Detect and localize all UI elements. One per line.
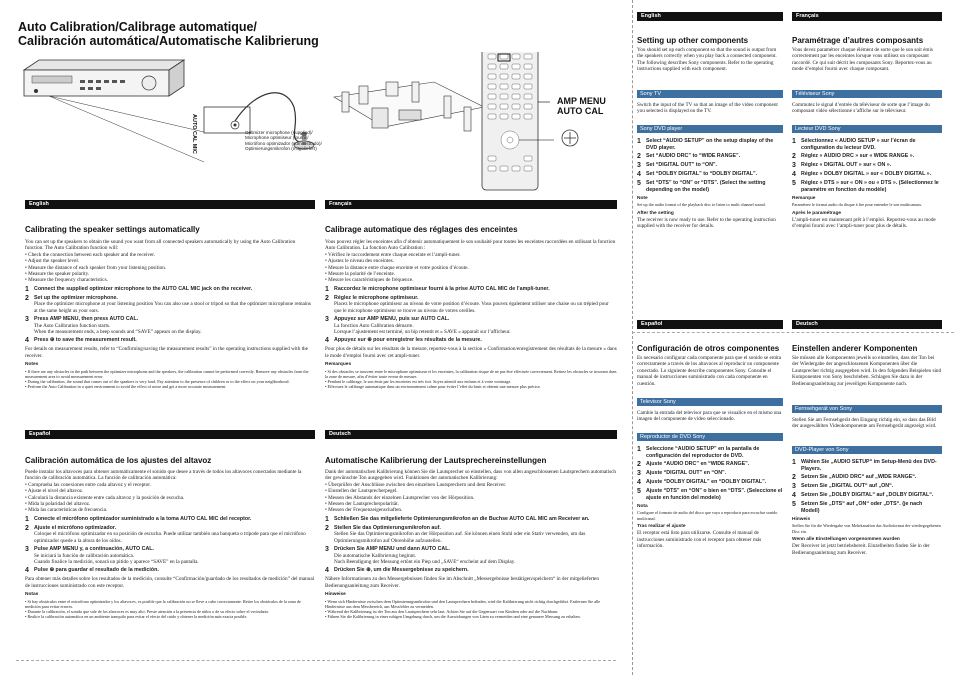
- step-1: 1 Sélectionnez « AUDIO SETUP » sur l’écran de configuration du lecteur DVD.: [792, 138, 916, 151]
- after-text: L’ampli-tuner est maintenant prêt à l’emploi. Reportez-vous au mode d’emploi fourni avec l’ampli-tuner pour plus de détails.: [792, 217, 936, 230]
- step-2: 2 Réglez le microphone optimiseur. Placez le microphone optimiseur au niveau de votre position d’écoute. Vous pouvez également utiliser une chaise ou un trépied pour que le microphone optimiseur se trouve au niveau de votres oreilles.: [325, 294, 609, 314]
- intro-text: You should set up each component so that the sound is output from the speakers correctly when you play back a connected component. The following describes Sony components. Refer to the operating instructions supplied with each component.: [637, 47, 777, 73]
- section-bar-french-other: Français: [792, 12, 942, 21]
- heading-german: Automatische Kalibrierung der Lautsprechereinstellungen: [325, 456, 547, 465]
- step-2: 2 Ajuste “AUDIO DRC” en “WIDE RANGE”.: [637, 461, 750, 468]
- step-3: 3 Drücken Sie AMP MENU und dann AUTO CAL. Die automatische Kalibrierung beginnt. Nach Beendigung der Messung ertönt ein Piep und „SAVE“ erscheint auf dem Display.: [325, 546, 516, 566]
- notes-text: • If there are any obstacles in the path between the optimizer microphone and the speakers, the calibration cannot be performed correctly. Remove any obstacles from the measurement area to avoid measurement error. • During the calibration, the sound that comes out of the speakers is very loud. Pay attention to the presence of children or to the effect on your neighborhood. • Perform the Auto Calibration in a quiet environment to avoid the effect of noise and get a more accurate measurement.: [25, 368, 309, 390]
- step-3: 3 Setzen Sie „DIGITAL OUT“ auf „ON“.: [792, 483, 894, 490]
- after-heading: Après le paramétrage: [792, 210, 842, 216]
- step-1: 1 Wählen Sie „AUDIO SETUP“ im Setup-Menü des DVD-Players.: [792, 459, 937, 472]
- notes-heading: Remarques: [325, 362, 352, 368]
- after-heading: Tras realizar el ajuste: [637, 523, 686, 529]
- intro-text: Vous devez paramétrer chaque élément de sorte que le son soit émis correctement par les enceintes lorsque vous utilisez un composant raccordé. Ce qui suit décrit les composants Sony. Reportez-vous au mode d’emploi fourni avec chaque composant.: [792, 47, 933, 73]
- step-1: 1 Seleccione “AUDIO SETUP” en la pantalla de configuración del reproductor de DVD.: [637, 446, 760, 459]
- step-2: 2 Stellen Sie das Optimierungsmikrofon auf. Stellen Sie das Optimierungsmikrofon an der Hörposition auf. Sie können einen Stuhl oder ein Stativ verwenden, um das Optimierungsmikrofon auf Ohrenhöhe aufzustellen.: [325, 524, 586, 544]
- notes-text: • Si des obstacles se trouvent entre le microphone optimiseur et les enceintes, la calibration risque de ne pas être effectuée correctement. Retirez les obstacles se trouvant dans la zone de mesure, afin d’éviter toute erreur de mesure. • Pendant le calibrage, le son émis par les enceintes est très fort. Soyez attentif aux enfants et à votre voisinage. • Effectuez le calibrage automatique dans un environnement calme pour éviter l’effet du bruit et obtenir une mesure plus précise.: [325, 368, 617, 390]
- note-text: Stellen Sie für die Wiedergabe von Mehrkanalton das Audioformat der wiedergegebenen Disc ein.: [792, 523, 941, 534]
- setup-illustration: [14, 52, 614, 192]
- step-4: 4 Réglez « DOLBY DIGITAL » sur « DOLBY DIGITAL ».: [792, 171, 932, 178]
- heading-french: Calibrage automatique des réglages des enceintes: [325, 225, 518, 234]
- step-4: 4 Appuyez sur ⊕ pour enregistrer les résultats de la mesure.: [325, 337, 482, 345]
- outro-text: Pour plus de détails sur les résultats de la mesure, reportez-vous à la section « Confirmation/enregistrement des résultats de la mesure » dans le mode d’emploi fourni avec cet ampli-tuner.: [325, 346, 617, 359]
- step-1: 1 Connect the supplied optimizer microphone to the AUTO CAL MIC jack on the receiver.: [25, 285, 253, 293]
- step-3: 3 Press AMP MENU, then press AUTO CAL. The Auto Calibration function starts. When the measurement ends, a beep sounds and “SAVE” appears on the display.: [25, 316, 202, 336]
- jack-label: AUTO CAL MIC: [191, 114, 197, 154]
- feature-list: • Comprueba las conexiones entre cada altavoz y el receptor. • Ajuste el nivel del altavoz. • Calculará la distancia existente entre cada altavoz y la posición de escucha. • Mida la polaridad del altavoz. • Mida las características de frecuencia.: [25, 481, 185, 514]
- section-bar-spanish-other: Español: [637, 320, 783, 329]
- step-3: 3 Pulse AMP MENU y, a continuación, AUTO CAL. Se iniciará la función de calibración automática. Cuando finalice la medición, sonará un pitido y aparece “SAVE” en la pantalla.: [25, 546, 199, 566]
- enter-button-icon: [562, 130, 578, 146]
- remote-labels: AMP MENU AUTO CAL: [557, 96, 606, 116]
- note-text: Set up the audio format of the playback disc to listen to multi channel sound.: [637, 202, 766, 208]
- step-4: 4 Set “DOLBY DIGITAL” to “DOLBY DIGITAL”.: [637, 171, 758, 178]
- tv-bar-german: Fernsehgerät von Sony: [792, 405, 942, 413]
- heading-other-french: Paramétrage d’autres composants: [792, 36, 924, 45]
- intro-text: Sie müssen alle Komponenten jeweils so einstellen, dass der Ton bei der Wiedergabe der angeschlossenen Komponenten über die Lautsprecher richtig ausgegeben wird. In den folgenden Beispielen sind Komponenten von Sony beschrieben. Schlagen Sie dazu in der Bedienungsanleitung zur jeweiligen Komponente nach.: [792, 355, 942, 387]
- notes-text: • Si hay obstáculos entre el micrófono optimizador y los altavoces, es posible que la calibración no se lleve a cabo correctamente. Retire los obstáculos de la zona de medición para evitar errores. • Durante la calibración, el sonido que sale de los altavoces es muy alto. Preste atención a la presencia de niños o de su efecto sobre el vecindario. • Realice la calibración automática en un ambiente tranquilo para evitar el efecto del ruido y obtener la medición más exacta posible.: [25, 598, 301, 620]
- dvd-bar-english: Sony DVD player: [637, 125, 783, 133]
- notes-heading: Hinweise: [325, 592, 346, 598]
- step-5: 5 Set “DTS” to “ON” or “DTS”. (Select the setting depending on the model): [637, 180, 766, 193]
- step-1: 1 Schließen Sie das mitgelieferte Optimierungsmikrofon an die Buchse AUTO CAL MIC am Receiver an.: [325, 515, 590, 523]
- heading-other-english: Setting up other components: [637, 36, 749, 45]
- section-bar-english: English: [25, 200, 315, 209]
- dvd-bar-spanish: Reproductor de DVD Sony: [637, 433, 783, 441]
- note-heading: Note: [637, 196, 648, 201]
- tv-text: Stellen Sie am Fernsehgerät den Eingang richtig ein, so dass das Bild der ausgewählten Videokomponente am Fernsehgerät angezeigt wird.: [792, 417, 937, 430]
- step-3: 3 Set “DIGITAL OUT” to “ON”.: [637, 162, 718, 169]
- tv-bar-spanish: Televisor Sony: [637, 398, 783, 406]
- step-2: 2 Set up the optimizer microphone. Place the optimizer microphone at your listening position You can also use a stool or tripod so that the optimizer microphone remains at the same height as your ears.: [25, 294, 311, 314]
- step-3: 3 Réglez « DIGITAL OUT » sur « ON ».: [792, 162, 892, 169]
- step-5: 5 Setzen Sie „DTS“ auf „ON“ oder „DTS“. (je nach Modell): [792, 501, 923, 514]
- step-4: 4 Drücken Sie ⊕, um die Messergebnisse zu speichern.: [325, 567, 469, 575]
- after-text: El receptor está listo para utilizarse. Consulte el manual de instrucciones suministrado con el receptor para obtener más información.: [637, 530, 762, 550]
- section-french: [325, 239, 617, 419]
- fold-line: [632, 0, 633, 675]
- notes-text: • Wenn sich Hindernisse zwischen dem Optimierungsmikrofon und den Lautsprechern befinden, wird die Kalibrierung nicht richtig durchgeführt. Entfernen Sie alle Hindernisse aus dem Messbereich, um Messfehler zu vermeiden. • Während der Kalibrierung ist der Ton aus den Lautsprechern sehr laut. Achten Sie auf die Gegenwart von Kindern oder auf die Nachbarn. • Führen Sie die Kalibrierung in einer ruhigen Umgebung durch, um die Auswirkungen von Lärm zu vermeiden und eine genauere Messung zu erhalten.: [325, 598, 601, 620]
- section-bar-english-other: English: [637, 12, 783, 21]
- feature-list: • Überprüfen der Anschlüsse zwischen den einzelnen Lautsprechern und dem Receiver. • Einstellen der Lautsprecherpegel. • Messen des Abstands der einzelnen Lautsprecher von der Hörposition. • Messen der Lautsprecherpolarität. • Messen der Frequenzeigenschaften.: [325, 481, 507, 514]
- section-bar-spanish: Español: [25, 430, 315, 439]
- note-heading: Remarque: [792, 196, 816, 201]
- step-4: 4 Press ⊕ to save the measurement result.: [25, 337, 137, 345]
- after-text: The receiver is now ready to use. Refer to the operating instruction supplied with the receiver for details.: [637, 217, 776, 230]
- section-bar-french: Français: [325, 200, 617, 209]
- after-text: Der Receiver ist jetzt betriebsbereit. Einzelheiten finden Sie in der Bedienungsanleitung zum Receiver.: [792, 543, 930, 556]
- heading-other-spanish: Configuración de otros componentes: [637, 344, 780, 353]
- section-english: [25, 239, 315, 419]
- intro-text: Dank der automatischen Kalibrierung können Sie die Lautsprecher so einstellen, dass von allen angeschlossenen Lautsprechern automatisch der gewünschte Ton ausgegeben wird. Funktionen der automatischen Kalibrierung:: [325, 469, 616, 482]
- tv-bar-french: Téléviseur Sony: [792, 90, 942, 98]
- notes-heading: Notas: [25, 592, 39, 598]
- intro-text: Es necesario configurar cada componente para que el sonido se emita correctamente a través de los altavoces al reproducir un componente conectado. Lo siguiente describe componentes Sony. Consulte el manual de instrucciones suministrado con cada componente en cuestión.: [637, 355, 782, 387]
- intro-text: Puede instalar los altavoces para obtener automáticamente el sonido que desee a través de todos los altavoces conectados mediante la función de calibración automática. La función de calibración automática:: [25, 469, 302, 482]
- step-4: 4 Setzen Sie „DOLBY DIGITAL“ auf „DOLBY DIGITAL“.: [792, 492, 934, 499]
- step-4: 4 Ajuste “DOLBY DIGITAL” en “DOLBY DIGITAL”.: [637, 479, 767, 486]
- fold-line: [632, 332, 954, 333]
- step-2: 2 Ajuste el micrófono optimizador. Coloque el micrófono optimizador en su posición de escucha. Puede utilizar también una banqueta o trípode para que el micrófono optimizador quede a la altura de los oídos.: [25, 524, 306, 544]
- dvd-bar-german: DVD-Player von Sony: [792, 446, 942, 454]
- tv-text: Commutez le signal d’entrée du téléviseur de sorte que l’image du composant vidéo sélectionné s’affiche sur le téléviseur.: [792, 102, 930, 115]
- step-2: 2 Réglez « AUDIO DRC » sur « WIDE RANGE ».: [792, 153, 915, 160]
- intro-text: You can set up the speakers to obtain the sound you want from all connected speakers automatically by using the Auto Calibration function. The Auto Calibration function will:: [25, 239, 296, 252]
- section-bar-german: Deutsch: [325, 430, 617, 439]
- intro-text: Vous pouvez régler les enceintes afin d’obtenir automatiquement le son souhaité pour toutes les enceintes raccordées en utilisant la fonction Auto Calibration. La fonction Auto Calibration :: [325, 239, 616, 252]
- dvd-bar-french: Lecteur DVD Sony: [792, 125, 942, 133]
- step-3: 3 Ajuste “DIGITAL OUT” en “ON”.: [637, 470, 727, 477]
- step-3: 3 Appuyez sur AMP MENU, puis sur AUTO CAL. La fonction Auto Calibration démarre. Lorsque l’ajustement est terminé, un bip retentit et « SAVE » apparaît sur l’afficheur.: [325, 316, 511, 336]
- after-heading: After the setting: [637, 210, 674, 216]
- step-2: 2 Set “AUDIO DRC” to “WIDE RANGE”.: [637, 153, 741, 160]
- fold-line: [16, 660, 616, 661]
- notes-heading: Notes: [25, 362, 39, 368]
- section-spanish: [25, 469, 315, 657]
- steps-other-french: [792, 136, 942, 276]
- section-bar-german-other: Deutsch: [792, 320, 942, 329]
- microphone-caption: Optimizer microphone (supplied)/ Microphone optimiseur (fourni)/ Micrófono optimizador (suministrado)/ Optimierungsmikrofon (mitgeliefert): [245, 130, 322, 152]
- step-1: 1 Conecte el micrófono optimizador suministrado a la toma AUTO CAL MIC del receptor.: [25, 515, 252, 523]
- after-heading: Wenn alle Einstellungen vorgenommen wurden: [792, 536, 900, 542]
- outro-text: Para obtener más detalles sobre los resultados de la medición, consulte “Confirmación/guardado de los resultados de medición” del manual de instrucciones suministrado con este receptor.: [25, 576, 315, 589]
- step-4: 4 Pulse ⊕ para guardar el resultado de la medición.: [25, 567, 159, 575]
- note-heading: Hinweis: [792, 517, 811, 522]
- heading-spanish: Calibración automática de los ajustes del altavoz: [25, 456, 212, 465]
- heading-other-german: Einstellen anderer Komponenten: [792, 344, 918, 353]
- tv-bar-english: Sony TV: [637, 90, 783, 98]
- feature-list: • Check the connection between each speaker and the receiver. • Adjust the speaker level. • Measure the distance of each speaker from your listening position. • Measure the speaker polarity. • Measure the frequency characteristics.: [25, 251, 167, 284]
- step-1: 1 Raccordez le microphone optimiseur fourni à la prise AUTO CAL MIC de l’ampli-tuner.: [325, 285, 550, 293]
- feature-list: • Vérifiez le raccordement entre chaque enceinte et l’ampli-tuner. • Ajustez le niveau des enceintes. • Mesure la distance entre chaque enceinte et votre position d’écoute. • Mesure la polarité de l’enceinte. • Mesure les caractéristiques de fréquence.: [325, 251, 469, 284]
- outro-text: Nähere Informationen zu den Messergebnissen finden Sie im Abschnitt „Messergebnisse bestätigen/speichern“ in der mitgelieferten Bedienungsanleitung zum Receiver.: [325, 576, 599, 589]
- steps-other-english: [637, 136, 783, 261]
- step-5: 5 Ajuste “DTS” en “ON” o bien en “DTS”. (Seleccione el ajuste en función del modelo): [637, 488, 783, 501]
- note-heading: Nota: [637, 504, 648, 509]
- step-5: 5 Réglez « DTS » sur « ON » ou « DTS ». (Sélectionnez le paramètre en fonction du modèle): [792, 180, 939, 193]
- section-german: [325, 469, 617, 657]
- steps-other-spanish: [637, 444, 783, 614]
- page-title: Auto Calibration/Calibrage automatique/ Calibración automática/Automatische Kalibrierung: [18, 20, 319, 48]
- receiver-image: [24, 60, 184, 96]
- note-text: Configure el formato de audio del disco que vaya a reproducir para escuchar sonido multicanal.: [637, 510, 778, 521]
- tv-text: Switch the input of the TV so that an image of the video component you selected is displayed on the TV.: [637, 102, 778, 115]
- steps-other-german: [792, 457, 942, 627]
- remote-control-image: [482, 52, 554, 190]
- note-text: Paramétrez le format audio du disque à lire pour entendre le son multicanaux.: [792, 202, 923, 208]
- step-1: 1 Select “AUDIO SETUP” on the setup display of the DVD player.: [637, 138, 774, 151]
- speaker-room-image: [334, 82, 484, 131]
- heading-english: Calibrating the speaker settings automatically: [25, 225, 200, 234]
- outro-text: For details on measurement results, refer to “Confirming/saving the measurement results” in the operating instructions supplied with the receiver.: [25, 346, 308, 359]
- step-2: 2 Setzen Sie „AUDIO DRC“ auf „WIDE RANGE“.: [792, 474, 917, 481]
- tv-text: Cambie la entrada del televisor para que se visualice en el mismo una imagen del componente de vídeo seleccionado.: [637, 410, 782, 423]
